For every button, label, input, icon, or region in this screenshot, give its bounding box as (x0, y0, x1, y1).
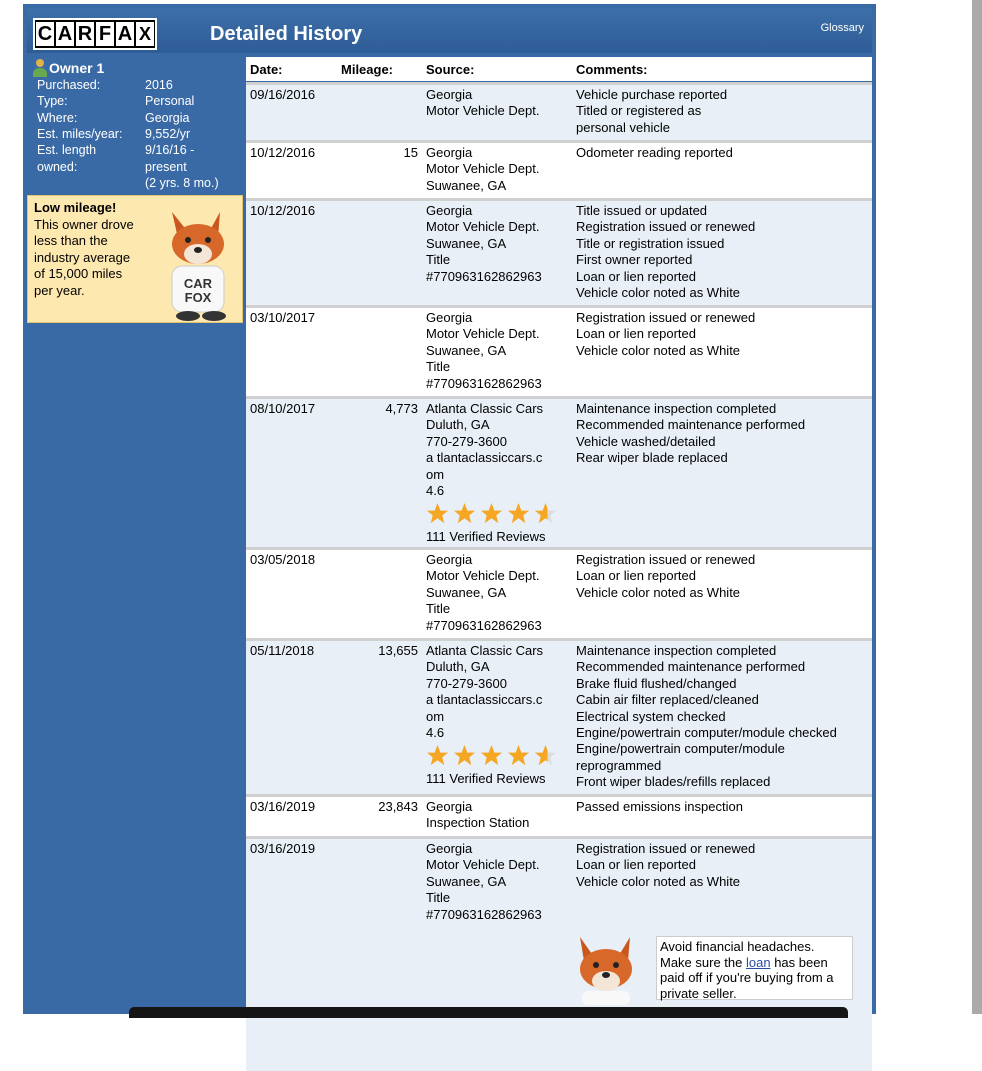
purchased-label: Purchased: (37, 78, 101, 92)
where-value: Georgia (145, 111, 190, 125)
length-value: present (145, 160, 187, 174)
source-line: Motor Vehicle Dept. (426, 103, 540, 119)
comment-line: Rear wiper blade replaced (576, 450, 728, 466)
comment-line: Recommended maintenance performed (576, 659, 806, 675)
star-icon (507, 744, 530, 767)
row-source (426, 401, 557, 546)
owner-panel (27, 57, 243, 194)
row-date: 10/12/2016 (250, 145, 316, 160)
source-line: Motor Vehicle Dept. (426, 326, 540, 342)
comment-line: Titled or registered as (576, 103, 702, 119)
owner-title (33, 59, 104, 77)
comment-line: Registration issued or renewed (576, 310, 756, 325)
row-comments (576, 799, 743, 815)
row-date: 03/16/2019 (250, 841, 316, 856)
source-line: Georgia (426, 203, 473, 218)
source-line: Duluth, GA (426, 659, 490, 675)
source-line: om (426, 708, 445, 724)
table-row (246, 140, 872, 201)
comment-line: Brake fluid flushed/changed (576, 675, 737, 691)
row-source (426, 643, 557, 788)
where-label: Where: (37, 111, 78, 125)
star-icon (480, 744, 503, 767)
row-source (426, 841, 542, 923)
comment-line: Vehicle color noted as White (576, 342, 741, 358)
fox-tip-icon (568, 935, 648, 1009)
comment-line: Cabin air filter replaced/cleaned (576, 692, 759, 708)
source-line: #770963162862963 (426, 375, 542, 391)
loan-tip-line: paid off if you're buying from a (660, 970, 834, 985)
source-line: Motor Vehicle Dept. (426, 161, 540, 177)
logo-letter: F (96, 22, 114, 46)
logo-letter: X (136, 22, 154, 46)
loan-tip-line: Avoid financial headaches. (660, 939, 815, 954)
low-mileage-line: of 15,000 miles (34, 266, 123, 281)
row-comments (576, 310, 755, 359)
comment-line: Vehicle color noted as White (576, 873, 741, 889)
report-header (27, 8, 872, 53)
type-label: Type: (37, 94, 68, 108)
loan-tip-line: private seller. (660, 985, 737, 1001)
source-line: #770963162862963 (426, 906, 542, 922)
row-comments (576, 552, 755, 601)
row-date: 03/10/2017 (250, 310, 316, 325)
fox-shirt-text: CAR (183, 276, 213, 291)
comment-line: Engine/powertrain computer/module (576, 741, 785, 757)
glossary-link[interactable]: Glossary (820, 22, 864, 34)
star-icon (426, 502, 449, 525)
source-line: 4.6 (426, 725, 445, 741)
comment-line: Vehicle purchase reported (576, 87, 728, 102)
comment-line: Vehicle color noted as White (576, 285, 741, 301)
table-row (246, 396, 872, 550)
row-date: 10/12/2016 (250, 203, 316, 218)
comment-line: First owner reported (576, 252, 693, 268)
comment-line: personal vehicle (576, 119, 670, 135)
length-label: Est. length (37, 143, 97, 157)
carfax-logo (33, 18, 157, 50)
row-source (426, 310, 542, 392)
miles-label: Est. miles/year: (37, 127, 123, 141)
source-line: Georgia (426, 799, 473, 814)
row-mileage: 23,843 (378, 799, 418, 814)
row-comments (576, 401, 805, 467)
row-mileage: 13,655 (378, 643, 418, 658)
star-icon (507, 502, 530, 525)
comment-line: Odometer reading reported (576, 145, 733, 160)
source-line: a tlantaclassiccars.c (426, 450, 543, 466)
source-line: Inspection Station (426, 815, 530, 831)
length-label: owned: (37, 160, 78, 174)
rating-stars (426, 502, 557, 526)
verified-reviews-link[interactable]: 111 Verified Reviews (426, 771, 546, 787)
source-line: 770-279-3600 (426, 433, 507, 449)
row-date: 05/11/2018 (250, 643, 315, 658)
source-line: Suwanee, GA (426, 177, 507, 193)
verified-reviews-link[interactable]: 111 Verified Reviews (426, 529, 546, 545)
row-comments (576, 87, 727, 136)
loan-tip-box (656, 936, 853, 1000)
comment-line: Title issued or updated (576, 203, 708, 218)
row-date: 03/05/2018 (250, 552, 316, 567)
table-row (246, 198, 872, 308)
length-value: (2 yrs. 8 mo.) (145, 176, 219, 190)
row-date: 03/16/2019 (250, 799, 316, 814)
source-line: 4.6 (426, 483, 445, 499)
source-line: Motor Vehicle Dept. (426, 568, 540, 584)
table-row (246, 836, 872, 1071)
logo-letter: C (37, 23, 53, 45)
table-row (246, 794, 872, 839)
comment-line: Vehicle color noted as White (576, 584, 741, 600)
source-header: Source: (426, 62, 475, 77)
comment-line: Recommended maintenance performed (576, 417, 806, 433)
source-line: Georgia (426, 552, 473, 567)
row-mileage: 15 (403, 145, 418, 160)
comment-line: Engine/powertrain computer/module checked (576, 725, 837, 741)
row-source (426, 552, 542, 634)
loan-tip-pre: Make sure the (660, 954, 746, 970)
page-title: Detailed History (210, 23, 363, 45)
comment-line: Loan or lien reported (576, 568, 696, 584)
comment-line: Registration issued or renewed (576, 552, 756, 567)
rating-stars (426, 744, 557, 768)
row-source (426, 87, 539, 120)
owner-title-text: Owner 1 (49, 60, 105, 76)
source-line: 770-279-3600 (426, 675, 507, 691)
logo-letter: A (57, 23, 73, 45)
star-icon (426, 744, 449, 767)
low-mileage-line: industry average (34, 249, 131, 265)
source-line: Georgia (426, 145, 473, 160)
comment-line: Vehicle washed/detailed (576, 433, 716, 449)
star-icon (453, 744, 476, 767)
source-line: Duluth, GA (426, 417, 490, 433)
miles-value: 9,552/yr (145, 127, 191, 141)
person-icon (33, 59, 47, 77)
table-row (246, 305, 872, 399)
table-row (246, 638, 872, 797)
low-mileage-line: This owner drove (34, 216, 134, 232)
star-icon (453, 502, 476, 525)
type-value: Personal (145, 94, 195, 108)
table-row (246, 82, 872, 143)
source-line: Suwanee, GA (426, 342, 507, 358)
star-icon (534, 744, 557, 767)
source-line: Georgia (426, 841, 473, 856)
row-comments (576, 841, 755, 890)
low-mileage-text (34, 200, 154, 299)
star-icon (534, 502, 557, 525)
comment-line: Maintenance inspection completed (576, 643, 777, 658)
comment-line: Loan or lien reported (576, 268, 696, 284)
date-header: Date: (250, 62, 283, 77)
fox-shirt-text: FOX (184, 290, 212, 305)
comment-line: Front wiper blades/refills replaced (576, 774, 771, 790)
comment-line: Registration issued or renewed (576, 841, 756, 856)
loan-tip-post: has been (770, 954, 828, 970)
low-mileage-line: per year. (34, 282, 85, 298)
source-line: Title (426, 252, 451, 268)
mileage-header: Mileage: (341, 62, 394, 77)
row-date: 09/16/2016 (250, 87, 316, 102)
source-line: Motor Vehicle Dept. (426, 219, 540, 235)
row-mileage: 4,773 (385, 401, 418, 416)
loan-tip-line (660, 955, 849, 971)
source-line: Georgia (426, 87, 473, 102)
table-header (246, 57, 872, 81)
comment-line: reprogrammed (576, 757, 662, 773)
low-mileage-line: less than the (34, 233, 108, 248)
length-value: 9/16/16 - (145, 143, 195, 157)
source-line: Title (426, 359, 451, 375)
source-line: Title (426, 890, 451, 906)
window-scrollbar[interactable] (972, 0, 982, 1014)
comment-line: Loan or lien reported (576, 326, 696, 342)
source-line: Atlanta Classic Cars (426, 401, 544, 416)
row-comments (576, 643, 837, 791)
comment-line: Passed emissions inspection (576, 799, 743, 814)
carfax-report (23, 4, 876, 1014)
logo-letter: R (77, 23, 93, 45)
row-comments (576, 145, 733, 161)
comment-line: Title or registration issued (576, 235, 725, 251)
comment-line: Loan or lien reported (576, 857, 696, 873)
comment-line: Maintenance inspection completed (576, 401, 777, 416)
row-comments (576, 203, 755, 301)
source-line: Suwanee, GA (426, 584, 507, 600)
bottom-overlay-bar (129, 1007, 848, 1018)
comment-line: Electrical system checked (576, 708, 726, 724)
source-line: Suwanee, GA (426, 873, 507, 889)
row-date: 08/10/2017 (250, 401, 316, 416)
row-source (426, 799, 529, 832)
row-source (426, 145, 539, 194)
source-line: #770963162862963 (426, 617, 542, 633)
source-line: Georgia (426, 310, 473, 325)
source-line: Motor Vehicle Dept. (426, 857, 540, 873)
source-line: Atlanta Classic Cars (426, 643, 544, 658)
low-mileage-note (27, 195, 243, 323)
source-line: Suwanee, GA (426, 235, 507, 251)
source-line: om (426, 466, 445, 482)
comments-header: Comments: (576, 62, 648, 77)
row-source (426, 203, 542, 285)
loan-link[interactable]: loan (746, 954, 771, 970)
source-line: a tlantaclassiccars.c (426, 692, 543, 708)
source-line: Title (426, 601, 451, 617)
carfox-mascot-icon (158, 208, 242, 322)
purchased-value: 2016 (145, 78, 173, 92)
table-row (246, 547, 872, 641)
low-mileage-title: Low mileage! (34, 200, 117, 215)
comment-line: Registration issued or renewed (576, 219, 756, 235)
logo-letter: A (117, 23, 133, 45)
source-line: #770963162862963 (426, 268, 542, 284)
star-icon (480, 502, 503, 525)
